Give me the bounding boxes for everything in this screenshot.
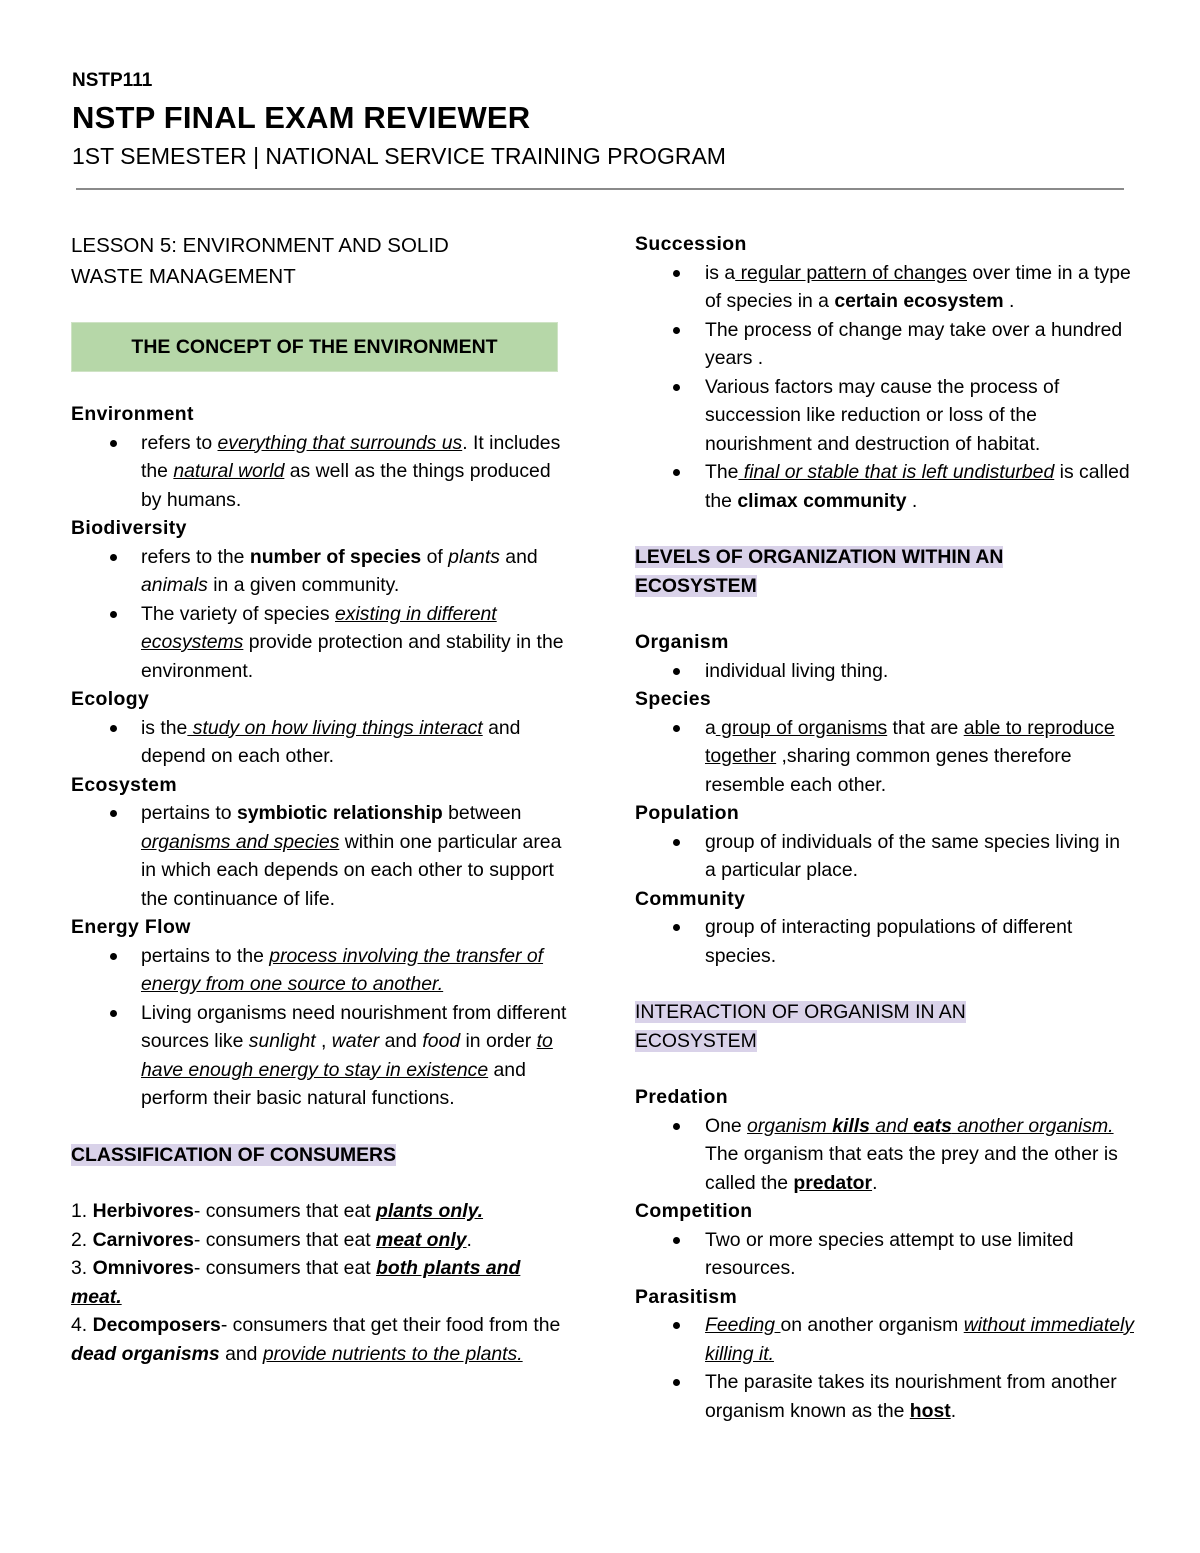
competition-list [635, 1226, 1135, 1283]
page-title: NSTP FINAL EXAM REVIEWER [72, 100, 531, 135]
list-item: pertains to symbiotic relationship between organisms and species within one particular area in which each depends on each other to support the continuance of life. [71, 799, 571, 913]
parasitism-list [635, 1311, 1135, 1425]
consumer-item-decomposers: 4. Decomposers- consumers that get their food from the dead organisms and provide nutrients to the plants. [71, 1314, 561, 1365]
community-list [635, 913, 1135, 970]
organism-list [635, 657, 1135, 686]
list-item: is the study on how living things interact and depend on each other. [71, 714, 571, 771]
species-list [635, 714, 1135, 800]
consumer-item-carnivores: 2. Carnivores- consumers that eat meat only. [71, 1228, 472, 1251]
left-column [71, 230, 571, 1368]
term-succession: Succession [635, 233, 747, 255]
list-item: One organism kills and eats another organism. The organism that eats the prey and the other is called the predator. [635, 1112, 1135, 1198]
term-parasitism: Parasitism [635, 1285, 738, 1308]
levels-heading: LEVELS OF ORGANIZATION WITHIN AN ECOSYSTEM [635, 546, 1004, 597]
term-species: Species [635, 688, 712, 710]
list-item: group of individuals of the same species living in a particular place. [635, 828, 1135, 885]
term-population: Population [635, 802, 740, 824]
list-item: group of interacting populations of different species. [635, 913, 1135, 970]
consumers-heading: CLASSIFICATION OF CONSUMERS [71, 1143, 396, 1166]
list-item: a group of organisms that are able to reproduce together ,sharing common genes therefore resemble each other. [635, 714, 1135, 800]
term-environment: Environment [71, 403, 194, 425]
ecosystem-list [71, 799, 571, 913]
list-item: Various factors may cause the process of succession like reduction or loss of the nourishment and destruction of habitat. [635, 373, 1135, 459]
term-organism: Organism [635, 631, 729, 653]
lesson-heading-line1: LESSON 5: ENVIRONMENT AND SOLID [71, 234, 449, 257]
list-item: The variety of species existing in different ecosystems provide protection and stability in the environment. [71, 600, 571, 686]
energy-flow-list [71, 942, 571, 1113]
term-competition: Competition [635, 1200, 753, 1222]
list-item: pertains to the process involving the transfer of energy from one source to another. [71, 942, 571, 999]
list-item: refers to everything that surrounds us. It includes the natural world as well as the things produced by humans. [71, 429, 571, 515]
right-column [635, 230, 1135, 1425]
course-code: NSTP111 [72, 70, 153, 91]
term-ecosystem: Ecosystem [71, 773, 177, 796]
concept-section-banner: THE CONCEPT OF THE ENVIRONMENT [71, 322, 558, 372]
list-item: individual living thing. [635, 657, 1135, 686]
list-item: Two or more species attempt to use limited resources. [635, 1226, 1135, 1283]
list-item: Feeding on another organism without immediately killing it. [635, 1311, 1135, 1368]
list-item: The final or stable that is left undisturbed is called the climax community . [635, 458, 1135, 515]
interaction-heading: INTERACTION OF ORGANISM IN AN ECOSYSTEM [635, 1001, 966, 1052]
succession-list [635, 259, 1135, 516]
term-energy-flow: Energy Flow [71, 916, 191, 938]
list-item: The parasite takes its nourishment from another organism known as the host. [635, 1368, 1135, 1425]
consumer-item-herbivores: 1. Herbivores- consumers that eat plants only. [71, 1200, 484, 1222]
lesson-heading-line2: WASTE MANAGEMENT [71, 265, 296, 288]
predation-list [635, 1112, 1135, 1198]
environment-list [71, 429, 571, 515]
lesson-heading [71, 230, 571, 292]
population-list [635, 828, 1135, 885]
term-predation: Predation [635, 1086, 729, 1108]
ecology-list [71, 714, 571, 771]
list-item: Living organisms need nourishment from different sources like sunlight , water and food in order to have enough energy to stay in existence and perform their basic natural functions. [71, 999, 571, 1113]
list-item: is a regular pattern of changes over time in a type of species in a certain ecosystem . [635, 259, 1135, 316]
page-subtitle: 1ST SEMESTER | NATIONAL SERVICE TRAINING PROGRAM [72, 143, 726, 169]
biodiversity-list [71, 543, 571, 686]
term-community: Community [635, 887, 746, 910]
header-divider [76, 188, 1124, 190]
consumer-item-omnivores: 3. Omnivores- consumers that eat both plants and meat. [71, 1257, 521, 1308]
term-biodiversity: Biodiversity [71, 517, 187, 539]
term-ecology: Ecology [71, 688, 150, 710]
list-item: The process of change may take over a hundred years . [635, 316, 1135, 373]
list-item: refers to the number of species of plants and animals in a given community. [71, 543, 571, 600]
